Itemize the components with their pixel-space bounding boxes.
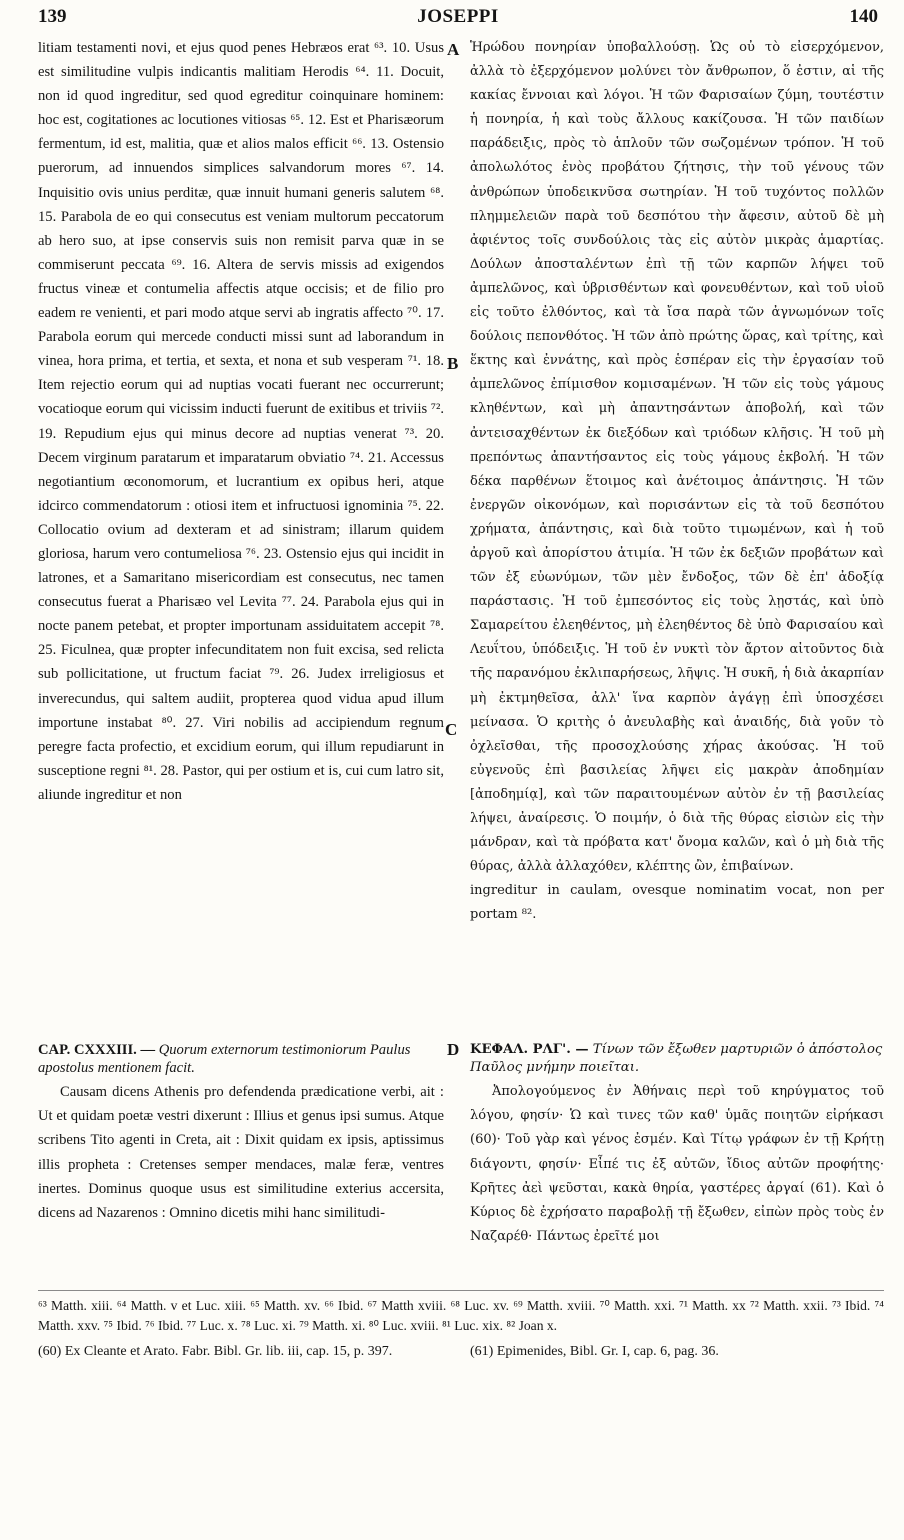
latin-chapter-text: Causam dicens Athenis pro defendenda prædicatione verbi, ait : Ut et quidam poetæ vestri dixerunt : Illius et genus ipsi sumus. Atque scribens Tito agenti in Creta, ait : Dixit quidam ex ipsis, aptissimus illis propheta : Cretenses semper mendaces, malæ feræ, ventres inertes. Dominus quoque usus est similitudine exterius accersita, dicens ad Nazarenos : Omnino dicetis mihi hanc similitudi- xyxy=(38,1084,444,1222)
latin-chapter-column xyxy=(38,1080,444,1225)
margin-marker-b: B xyxy=(447,354,459,373)
latin-text: litiam testamenti novi, et ejus quod penes Hebræos erat ⁶³. 10. Usus est similitudine vulpis indicantis malitiam Herodis ⁶⁴. 11. Docuit, non id quod ingreditur, sed quod egreditur coinquinare hominem: hoc est, cogitationes ac locutiones vitiosas ⁶⁵. 12. Est et Pharisæorum fermentum, id est, malitia, quæ et alios malos efficit ⁶⁶. 13. Ostensio puerorum, ad innuendos simplices salvandorum mores ⁶⁷. 14. Inquisitio ovis unius perditæ, quæ innuit humani generis salutem ⁶⁸. 15. Parabola de eo qui consecutus est veniam multorum peccatorum ab hero suo, at ipse conservis suis non remisit parva quæ in se commiserunt peccata ⁶⁹. 16. Altera de servis missis ad exigendos fructus vineæ et contumelia affectis atque occisis; et de filio pro eadem re venienti, et pari modo atque servi ab ingratis affecto ⁷⁰. 17. Parabola eorum qui mercede conducti missi sunt ad laborandum in vinea, hora prima, et tertia, et sexta, et nona et sub vesperam ⁷¹. 18. Item rejectio eorum qui ad nuptias vocati fuerant nec occurrerunt; vocatioque eorum qui vicissim inducti fuerunt de exitibus et triviis ⁷². 19. Repudium ejus qui minus decore ad nuptias venerat ⁷³. 20. Decem virginum paratarum et imparatarum obviatio ⁷⁴. 21. Accessus negotiantium œconomorum, et lucrantium ex opibus heri, atque idcirco commendatorum : otiosi item et infructuosi ignominia ⁷⁵. 22. Collocatio ovium ad dexteram et ad sinistram; illarum quidem gloriosa, harum vero contumeliosa ⁷⁶. 23. Ostensio ejus qui incidit in latrones, et a Samaritano misericordiam est consecutus, nec tamen consecutus fuerat a Pharisæo vel Levita ⁷⁷. 24. Parabola ejus qui in nocte panem petebat, et propter importunam assiduitatem accepit ⁷⁸. 25. Ficulnea, quæ propter infecunditatem non fuit excisa, sed relicta sub pollicitatione, ut fructum faciat ⁷⁹. 26. Judex irreligiosus et inverecundus, qui saltem audiit, propterea quod vidua apud illum importune instabat ⁸⁰. 27. Viri nobilis ad accipiendum regnum peregre facta profectio, et excidium eorum, qui illum repudiarunt in susceptione regni ⁸¹. 28. Pastor, qui per ostium et is, cui cum latro sit, aliunde ingreditur et non xyxy=(38,40,444,803)
chapter-heading-greek xyxy=(470,1041,884,1077)
latin-column xyxy=(38,36,444,807)
note-60: (60) Ex Cleante et Arato. Fabr. Bibl. Gr. lib. iii, cap. 15, p. 397. xyxy=(38,1344,393,1359)
greek-bridge-text: ingreditur in caulam, ovesque nominatim vocat, non per portam ⁸². xyxy=(470,883,884,923)
running-title: JOSEPPI xyxy=(417,6,499,27)
chapter-title-greek: ΚΕΦΑΛ. ΡΛΓ'. — xyxy=(470,1042,589,1057)
page-number-right: 140 xyxy=(849,6,878,27)
greek-column xyxy=(470,36,884,927)
chapter-desc-greek: Τίνων τῶν ἔξωθεν μαρτυριῶν ὁ ἀπόστολος Παῦλος μνήμην ποιεῖται. xyxy=(470,1042,883,1075)
greek-text: Ἡρώδου πονηρίαν ὑποβαλλούσῃ. Ὡς οὐ τὸ εἰσερχόμενον, ἀλλὰ τὸ ἐξερχόμενον μολύνει τὸν ἄνθρωπον, ὅ ἐστιν, αἱ τῆς κακίας ἔννοιαι καὶ λόγοι. Ἡ τῶν Φαρισαίων ζύμη, τουτέστιν ἡ πονηρία, ἡ καὶ τοὺς ἄλλους κακίζουσα. Ἡ τῶν παιδίων παράδειξις, πρὸς τὸ ἁπλοῦν τῶν σωζομένων τρόπον. Ἡ τοῦ ἀπολωλότος ἑνὸς προβάτου ζήτησις, τὴν τοῦ γένους τῶν ἀνθρώπων ὑποδεικνῦσα σωτηρίαν. Ἡ τοῦ τυχόντος πολλῶν πλημμελειῶν παρὰ τοῦ δεσπότου τὴν ἄφεσιν, αὐτοῦ δὲ μὴ ἀφιέντος τοῖς συνδούλοις τὰς εἰς αὐτὸν μικρὰς ἁμαρτίας. Δούλων ἀποσταλέντων ἐπὶ τῇ τῶν καρπῶν λήψει τοῦ ἀμπελῶνος, καὶ ὑβρισθέντων καὶ φονευθέντων, καὶ τοῦ υἱοῦ εἰς τοῦτο ἐλθόντος, καὶ τὰ ἴσα παρὰ τῶν ἀγνωμόνων τοῖς δούλοις πεπονθότος. Ἡ τῶν ἀπὸ πρώτης ὥρας, καὶ τρίτης, καὶ ἕκτης καὶ ἐννάτης, καὶ πρὸς ἑσπέραν εἰς τὴν ἐργασίαν τοῦ ἀμπελῶνος ἐπίμισθον κομισαμένων. Ἡ τῶν εἰς τοὺς γάμους κληθέντων, καὶ μὴ ἀπαντησάντων ἀποβολή, καὶ τῶν ἀντεισαχθέντων ἐκ διεξόδων καὶ τριόδων κλῆσις. Ἡ τοῦ μὴ πρεπόντως ἀπαντήσαντος εἰς τοὺς γάμους ἐκβολή. Ἡ τῶν δέκα παρθένων ἕτοιμος καὶ ἀνέτοιμος ἀπάντησις. Ἡ τῶν ἐνεργῶν οἰκονόμων, καὶ πορισάντων εἰς τὰ τοῦ δεσπότου χρήματα, ἀπάντησις, καὶ διὰ τοῦτο τιμωμένων, καὶ ἡ τοῦ ἀργοῦ καὶ ἀπορίστου ἀτιμία. Ἡ τῶν ἐκ δεξιῶν προβάτων καὶ τῶν ἐξ εὐωνύμων, τῶν μὲν ἔνδοξος, τῶν δὲ ἐπ' ἀδοξίᾳ παράστασις. Ἡ τοῦ ἐμπεσόντος εἰς τοὺς λῃστάς, καὶ ὑπὸ Σαμαρείτου ἐλεηθέντος, μὴ ἐλεηθέντος δὲ ὑπὸ Φαρισαίου καὶ Λευΐτου, ὑπόδειξις. Ἡ τοῦ ἐν νυκτὶ τὸν ἄρτον αἰτοῦντος διὰ τῆς παρανόμου ἐκλιπαρήσεως, λῆψις. Ἡ συκῆ, ἡ διὰ ἀκαρπίαν μὴ ἐκτμηθεῖσα, ἀλλ' ἵνα καρπὸν ἀγάγῃ ἐπὶ ὑποσχέσει μείνασα. Ὁ κριτὴς ὁ ἀνευλαβὴς καὶ ἀναιδής, διὰ γοῦν τὸ ὀχλεῖσθαι, τῆς προσοχλούσης χήρας ἀκούσας. Ἡ τοῦ εὐγενοῦς ἐπὶ βασιλείας λῆψει εἰς μακρὰν ἀποδημίαν [ἀποδημίᾳ], καὶ τῶν παραιτουμένων αὐτὸν ἐν τῇ βασιλείας λήψει, ἀναίρεσις. Ὁ ποιμήν, ὁ διὰ τῆς θύρας εἰσιὼν εἰς τὴν μάνδραν, καὶ τὰ πρόβατα κατ' ὄνομα καλῶν, καὶ ὁ μὴ διὰ τῆς θύρας, ἀλλὰ ἀλλαχόθεν, κλέπτης ὢν, ἐπιβαίνων. xyxy=(470,40,884,875)
greek-chapter-column xyxy=(470,1080,884,1249)
chapter-desc-latin: Quorum externorum testimoniorum Paulus apostolus mentionem facit. xyxy=(38,1042,411,1076)
margin-marker-d: D xyxy=(447,1040,460,1059)
greek-chapter-text: Ἀπολογούμενος ἐν Ἀθήναις περὶ τοῦ κηρύγματος τοῦ λόγου, φησίν· Ὡ καὶ τινες τῶν καθ' ὑμᾶς ποιητῶν εἰρήκασι (60)· Τοῦ γὰρ καὶ γένος ἐσμέν. Καὶ Τίτῳ γράφων ἐν τῇ Κρήτῃ διάγοντι, φησίν· Εἶπέ τις ἐξ αὐτῶν, ἴδιος αὐτῶν προφήτης· Κρῆτες ἀεὶ ψεῦσται, κακὰ θηρία, γαστέρες ἀργαί (61). Καὶ ὁ Κύριος δὲ ἐχρήσατο παραβολῇ τῇ ἔξωθεν, εἰπὼν πρὸς τοὺς ἐν Ναζαρέθ· Πάντως ἐρεῖτέ μοι xyxy=(470,1084,884,1245)
footnote-rule xyxy=(38,1290,884,1291)
margin-marker-c: C xyxy=(445,720,458,739)
page-number-left: 139 xyxy=(38,6,67,27)
note-61: (61) Epimenides, Bibl. Gr. I, cap. 6, pag. 36. xyxy=(470,1344,719,1359)
margin-marker-a: A xyxy=(447,40,460,59)
chapter-heading-latin xyxy=(38,1041,444,1077)
chapter-title-latin: CAP. CXXXIII. — xyxy=(38,1042,156,1058)
scripture-references: ⁶³ Matth. xiii. ⁶⁴ Matth. v et Luc. xiii. ⁶⁵ Matth. xv. ⁶⁶ Ibid. ⁶⁷ Matth xviii. ⁶⁸ Luc. xv. ⁶⁹ Matth. xviii. ⁷⁰ Matth. xxi. ⁷¹ Matth. xx ⁷² Matth. xxii. ⁷³ Ibid. ⁷⁴ Matth. xxv. ⁷⁵ Ibid. ⁷⁶ Ibid. ⁷⁷ Luc. x. ⁷⁸ Luc. xi. ⁷⁹ Matth. xi. ⁸⁰ Luc. xviii. ⁸¹ Luc. xix. ⁸² Joan x. xyxy=(38,1298,884,1333)
running-header xyxy=(38,6,878,34)
